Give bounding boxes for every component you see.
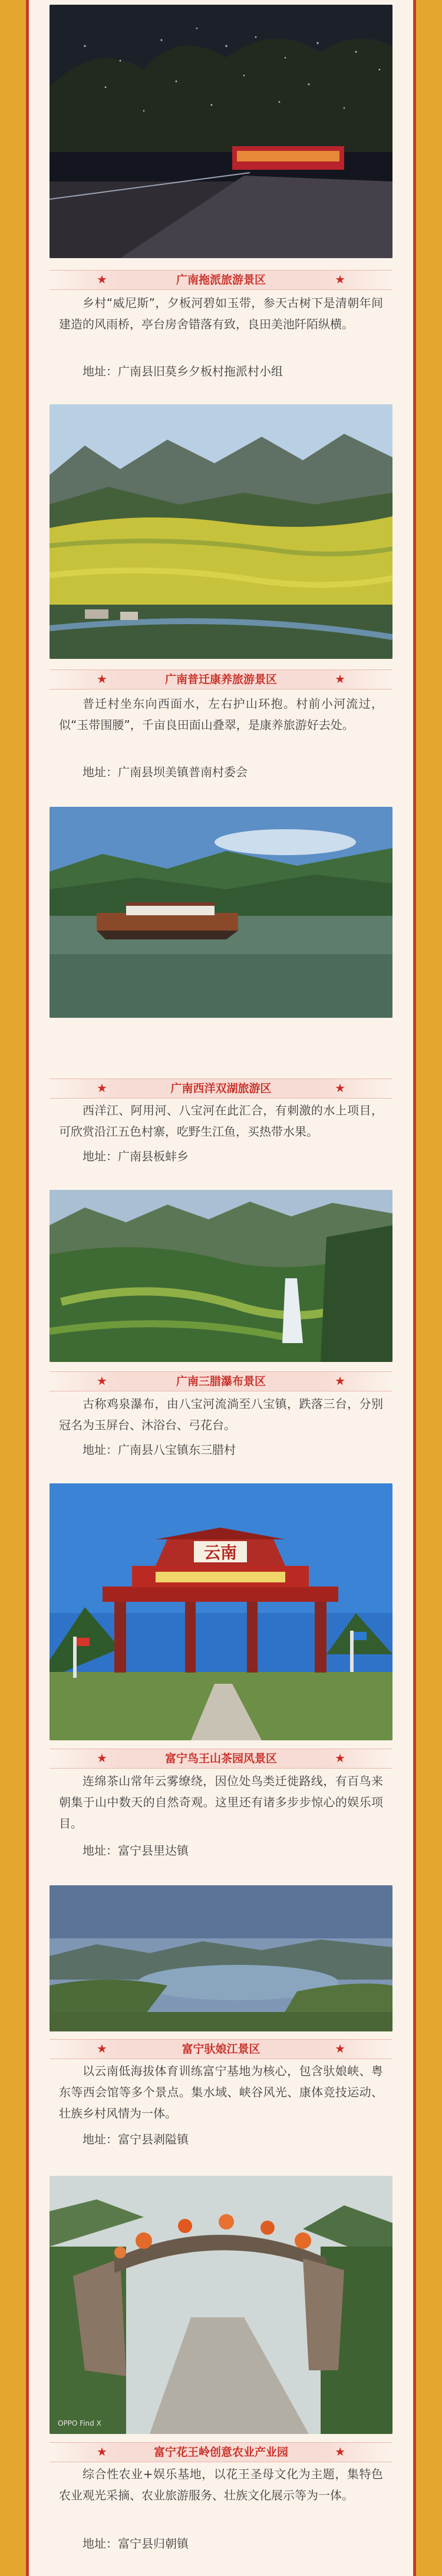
- photo-watermark: OPPO Find X: [58, 2419, 101, 2427]
- section-title-bar-2: [50, 669, 392, 690]
- star-icon: ★: [97, 1374, 107, 1388]
- scenic-photo-7: [50, 2176, 392, 2434]
- section-title-bar-7: [50, 2442, 392, 2462]
- section-address: 地址：广南县板蚌乡: [83, 1149, 189, 1163]
- star-icon: ★: [97, 272, 107, 286]
- section-description: 古称鸡泉瀑布，由八宝河流淌至八宝镇，跌落三台，分别冠名为玉屏台、沐浴台、弓花台。: [59, 1397, 383, 1432]
- section-title: 富宁驮娘江景区: [182, 2043, 260, 2056]
- gate-sign: 云南: [203, 1543, 238, 1562]
- section-title-bar-6: [50, 2039, 392, 2059]
- star-icon: ★: [335, 2041, 345, 2056]
- section-title: 富宁鸟王山茶园风景区: [164, 1752, 277, 1765]
- section-title-bar-5: [50, 1749, 392, 1769]
- section-address: 地址：富宁县里达镇: [83, 1843, 189, 1858]
- section-address: 地址：广南县坝美镇普南村委会: [83, 765, 248, 779]
- star-icon: ★: [97, 1751, 107, 1765]
- content-paper: [29, 0, 413, 2576]
- section-title-bar-1: [50, 270, 392, 290]
- section-description: 连绵茶山常年云雾缭绕，因位处鸟类迁徙路线，有百鸟来朝集于山中数天的自然奇观。这里还有诸多步步惊心的娱乐项目。: [59, 1774, 383, 1830]
- section-description: 综合性农业+娱乐基地，以花王圣母文化为主题，集特色农业观光采摘、农业旅游服务、壮族文化展示等为一体。: [59, 2467, 383, 2502]
- section-title-bar-4: [50, 1371, 392, 1391]
- section-address: 地址：富宁县剥隘镇: [83, 2132, 189, 2146]
- section-title: 广南拖派旅游景区: [176, 273, 266, 286]
- star-icon: ★: [335, 1081, 345, 1095]
- star-icon: ★: [97, 2445, 107, 2459]
- scenic-photo-5: [50, 1483, 392, 1740]
- section-title: 广南西洋双湖旅游区: [170, 1082, 272, 1095]
- star-icon: ★: [335, 272, 345, 286]
- section-address: 地址：广南县八宝镇东三腊村: [83, 1443, 236, 1457]
- scenic-photo-2: [50, 404, 392, 659]
- star-icon: ★: [97, 1081, 107, 1095]
- star-icon: ★: [335, 1751, 345, 1765]
- scenic-photo-6: [50, 1885, 392, 2031]
- section-description: 西洋江、阿用河、八宝河在此汇合，有刺激的水上项目，可欣赏沿江五色村寨，吃野生江鱼，买热带水果。: [59, 1103, 383, 1139]
- section-address: 地址：广南县旧莫乡夕板村拖派村小组: [83, 364, 283, 378]
- star-icon: ★: [97, 2041, 107, 2056]
- scenic-photo-3: [50, 807, 392, 1018]
- section-title: 广南普迁康养旅游景区: [164, 673, 277, 686]
- star-icon: ★: [335, 1374, 345, 1388]
- section-description: 普迁村坐东向西面水，左右护山环抱。村前小河流过，似“玉带围腰”，千亩良田面山叠翠，是康养旅游好去处。: [59, 697, 383, 732]
- section-title-bar-3: [50, 1078, 392, 1099]
- star-icon: ★: [97, 672, 107, 686]
- star-icon: ★: [335, 672, 345, 686]
- section-title: 广南三腊瀑布景区: [176, 1375, 266, 1388]
- section-description: 以云南低海拔体育训练富宁基地为核心，包含驮娘峡、粤东等西会馆等多个景点。集水域、峡谷风光、康体竞技运动、壮族乡村风情为一体。: [59, 2064, 383, 2120]
- star-icon: ★: [335, 2445, 345, 2459]
- scenic-photo-4: [50, 1190, 392, 1362]
- scenic-photo-1: [50, 5, 392, 258]
- section-address: 地址：富宁县归朝镇: [83, 2537, 189, 2551]
- right-border-line: [413, 0, 416, 2576]
- section-description: 乡村“威尼斯”，夕板河碧如玉带，参天古树下是清朝年间建造的风雨桥，亭台房舍错落有致，良田美池阡陌纵横。: [59, 296, 383, 331]
- section-title: 富宁花王岭创意农业产业园: [153, 2446, 288, 2459]
